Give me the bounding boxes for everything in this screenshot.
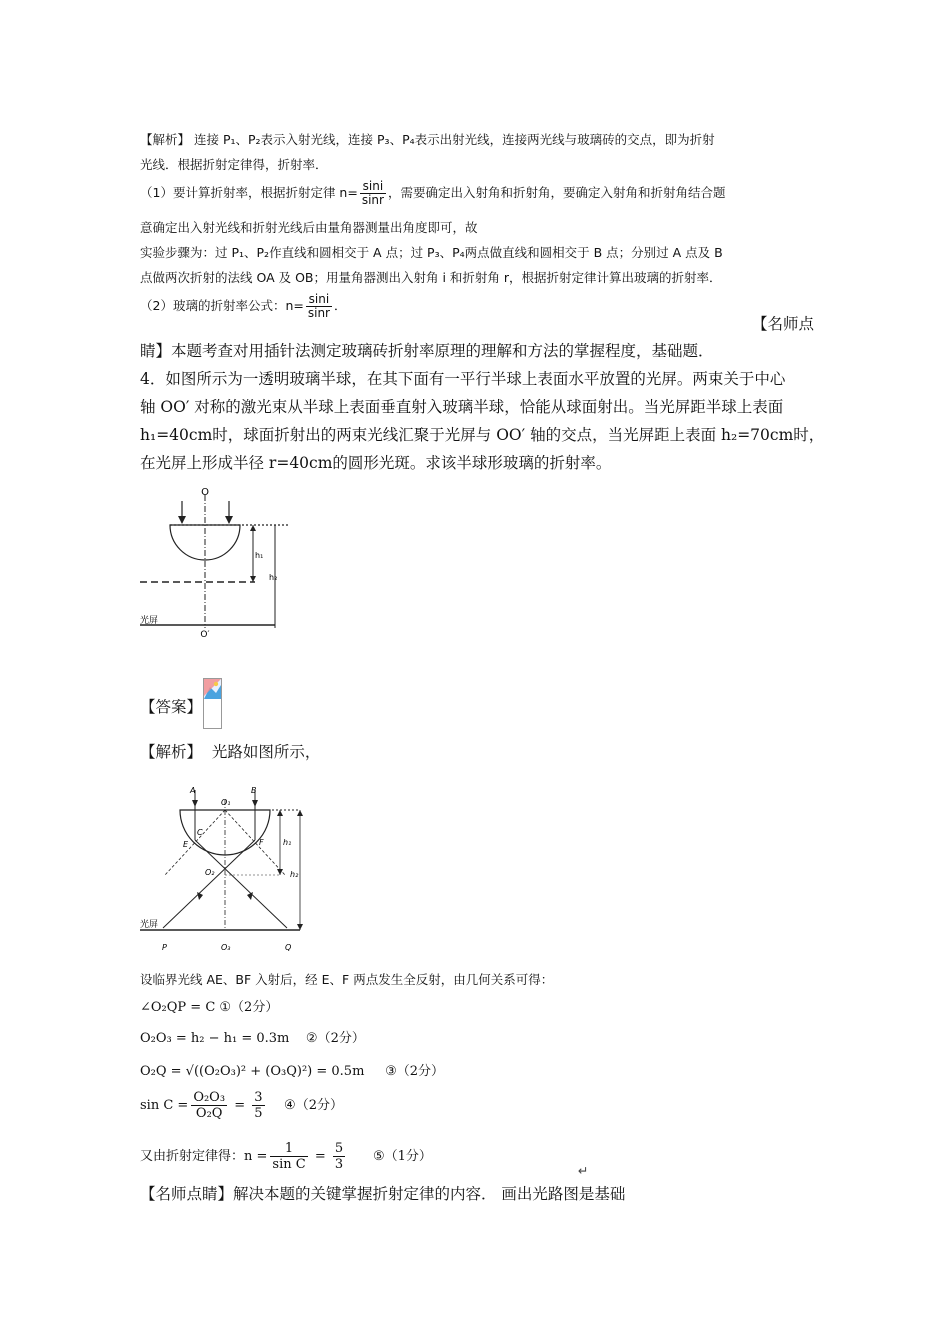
label-O2: O₂ (205, 868, 215, 877)
equation-5-pre: 又由折射定律得：n = (140, 1149, 268, 1164)
analysis-line-3-pre: （1）要计算折射率，根据折射定律 n= (140, 185, 358, 200)
fraction-denominator: O₂Q (195, 1106, 223, 1121)
label-O-prime: O′ (200, 630, 210, 640)
equation-2-body: O₂O₃ = h₂ − h₁ = 0.3m (140, 1031, 290, 1046)
h2-arrow-top (297, 810, 303, 816)
h1-arrow-top (277, 810, 283, 816)
analysis-2-text: 光路如图所示， (211, 743, 321, 761)
equation-1: ∠O₂QP = C ①（2分） (140, 1000, 279, 1015)
h1-arrow-bottom (277, 869, 283, 875)
analysis-line-2: 光线．根据折射定律得，折射率． (140, 157, 328, 172)
equation-3 (140, 1060, 444, 1079)
fraction-numerator: sini (306, 293, 332, 307)
h1-arrow-bottom (250, 576, 256, 582)
h1-arrow-top (250, 525, 256, 531)
fraction-numerator: sini (360, 180, 386, 194)
ray-A-arrow (192, 800, 198, 807)
equation-5-score: ⑤（1分） (372, 1149, 432, 1164)
comment-tag-end: 【名师点 (752, 315, 815, 333)
analysis-line-6: 点做两次折射的法线 OA 及 OB；用量角器测出入射角 i 和折射角 r，根据折射定律计算出玻璃的折射率． (140, 270, 722, 285)
label-O3: O₃ (221, 943, 231, 952)
equation-5-fraction-1 (270, 1141, 307, 1172)
arrowhead-right (225, 516, 233, 524)
question-line-4: 在光屏上形成半径 r=40cm的圆形光斑。求该半球形玻璃的折射率。 (140, 454, 612, 472)
question-line-1: 4．如图所示为一透明玻璃半球，在其下面有一平行半球上表面水平放置的光屏。两束关于中心 (140, 370, 786, 388)
fraction-denominator: sinr (361, 193, 384, 207)
equation-4-lhs: sin C = (140, 1098, 189, 1113)
equation-2 (140, 1027, 365, 1046)
label-screen: 光屏 (140, 920, 159, 930)
label-h1: h₁ (283, 838, 292, 847)
comment-2: 【名师点睛】解决本题的关键掌握折射定律的内容． 画出光路图是基础 (140, 1185, 626, 1203)
fraction-denominator: sin C (272, 1157, 306, 1172)
fraction-denominator: 5 (254, 1106, 263, 1121)
fraction-numerator: 1 (270, 1141, 307, 1157)
hemisphere-setup-figure (135, 485, 300, 640)
label-A: A (190, 786, 196, 795)
broken-image-icon (204, 679, 221, 699)
label-O: O (201, 487, 209, 498)
fraction-denominator: sinr (307, 306, 330, 320)
equation-2-score: ②（2分） (305, 1031, 365, 1046)
solution-intro: 设临界光线 AE、BF 入射后，经 E、F 两点发生全反射，由几何关系可得： (140, 972, 554, 987)
analysis-2-label: 【解析】 (140, 743, 203, 761)
analysis-line-4: 意确定出入射光线和折射光线后由量角器测量出角度即可，故 (140, 220, 478, 235)
analysis-line-3-post: ，需要确定出入射角和折射角，要确定入射角和折射角结合题 (387, 185, 726, 200)
answer-image-placeholder (203, 678, 222, 729)
fraction-numerator: 5 (334, 1141, 344, 1156)
analysis-2 (140, 740, 320, 762)
equation-4: sin C = $\frac{\text{O₂O₃}}{\text{O₂Q}}$ = $\frac{3}{5}$ ④（2分） (140, 1090, 343, 1121)
equation-4-fraction-1 (191, 1090, 227, 1121)
label-O1: O₁ (221, 798, 231, 807)
equation-3-score: ③（2分） (385, 1064, 445, 1079)
equation-3-body: O₂Q = √((O₂O₃)² + (O₃Q)²) = 0.5m (140, 1064, 365, 1079)
label-Q: Q (285, 943, 292, 952)
return-mark: ↵ (578, 1163, 589, 1178)
answer-label: 【答案】 (140, 698, 203, 716)
question-line-3: h₁=40cm时，球面折射出的两束光线汇聚于光屏与 OO′ 轴的交点，当光屏距上表面 h₂=70cm时， (140, 426, 825, 444)
question-line-2: 轴 OO′ 对称的激光束从半球上表面垂直射入玻璃半球，恰能从球面射出。当光屏距半球上表面 (140, 398, 784, 416)
fraction-denominator: 3 (334, 1157, 344, 1172)
comment-1: 睛】本题考查对用插针法测定玻璃砖折射率原理的理解和方法的掌握程度，基础题． (140, 342, 714, 360)
analysis-line-7-pre: （2）玻璃的折射率公式：n= (140, 298, 304, 313)
sini-sinr-fraction-2 (306, 293, 332, 320)
equation-4-fraction-2 (252, 1090, 264, 1121)
analysis-line-5: 实验步骤为：过 P₁、P₂作直线和圆相交于 A 点；过 P₃、P₄两点做直线和圆相交于 B 点；分别过 A 点及 B (140, 245, 723, 260)
label-screen: 光屏 (140, 616, 159, 626)
arrowhead-left (178, 516, 186, 524)
equation-4-score: ④（2分） (284, 1098, 343, 1113)
label-h2: h₂ (290, 870, 299, 879)
analysis-line-3 (140, 180, 725, 207)
analysis-line-7 (140, 293, 347, 320)
fraction-numerator: 3 (254, 1090, 263, 1105)
label-B: B (251, 786, 257, 795)
h2-arrow-bottom (297, 924, 303, 930)
equation-5: 又由折射定律得：n = $\frac{1}{\text{sin C}}$ = $\frac{5}{3}$ ⑤（1分） (140, 1141, 432, 1172)
ray-B-arrow (252, 800, 258, 807)
sini-sinr-fraction (360, 180, 386, 207)
fraction-numerator: O₂O₃ (193, 1090, 226, 1105)
label-F: F (259, 838, 264, 847)
label-h1: h₁ (255, 551, 264, 560)
period: ． (333, 298, 347, 313)
label-P: P (162, 943, 167, 952)
light-path-figure (135, 780, 310, 960)
analysis-line-1: 【解析】 连接 P₁、P₂表示入射光线，连接 P₃、P₄表示出射光线，连接两光线与玻璃砖的交点，即为折射 (140, 132, 715, 147)
label-E: E (183, 840, 189, 849)
equation-5-fraction-2 (333, 1141, 345, 1172)
label-C: C (197, 828, 203, 837)
label-h2: h₂ (269, 573, 278, 582)
